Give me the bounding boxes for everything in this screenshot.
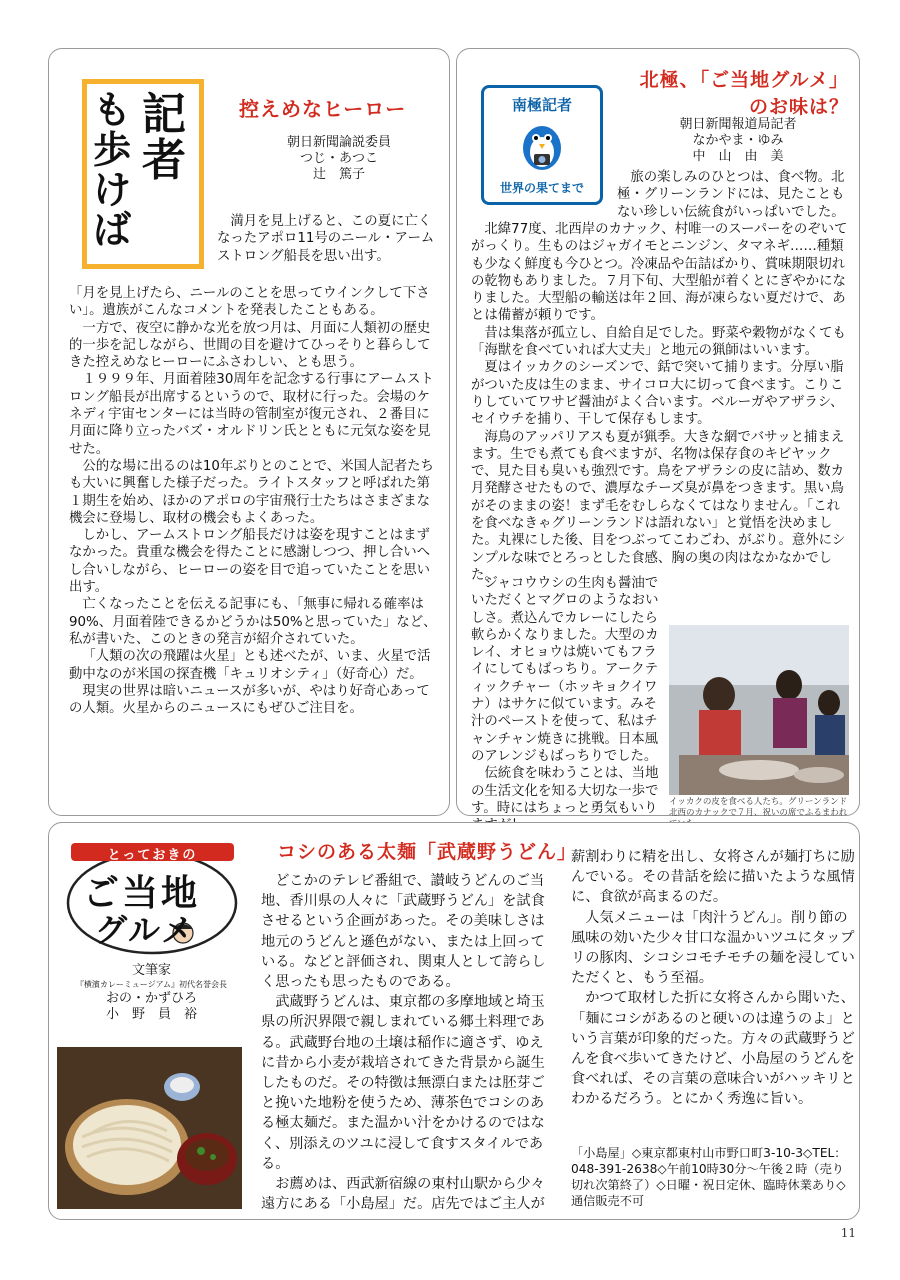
article-body-left bbox=[261, 871, 557, 1214]
logo-char: ば bbox=[92, 207, 131, 252]
paragraph: 一方で、夜空に静かな光を放つ月は、月面に人類初の歴史的一歩を記しながら、世間の目を避けてひっそりと暮らしてきた控えめなヒーローにふさわしい、とも思う。 bbox=[69, 320, 431, 371]
byline-kana: つじ・あつこ bbox=[299, 151, 378, 166]
paragraph: 現実の世界は暗いニュースが多いが、やはり好奇心あっての人類。火星からのニュースにもぜひご注目を。 bbox=[69, 683, 430, 717]
logo-char: も bbox=[92, 87, 131, 132]
article-lead bbox=[617, 169, 853, 221]
paragraph: 亡くなったことを伝える記事にも、「無事に帰れる確率は90%、月面着陸できるかどうかは50%と思っていた」など、私が書いた、このときの発言が紹介されていた。 bbox=[69, 597, 437, 647]
paragraph: 「月を見上げたら、ニールのことを思ってウインクして下さい」。遺族がこんなコメントを発表したこともある。 bbox=[69, 286, 430, 319]
article-body bbox=[471, 221, 851, 584]
author-kana: おの・かずひろ bbox=[105, 991, 197, 1006]
article-title: コシのある太麺「武蔵野うどん」 bbox=[277, 841, 578, 863]
gourmet-logo bbox=[65, 841, 240, 956]
paragraph: 満月を見上げると、この夏に亡くなったアポロ11号のニール・アームストロング船長を思い出す。 bbox=[217, 214, 435, 264]
logo-main-text: ご当地 bbox=[83, 873, 201, 914]
badge-bottom-text: 世界の果てまで bbox=[499, 181, 584, 195]
byline-name: 辻 篤子 bbox=[312, 167, 365, 182]
column-logo-col1 bbox=[139, 89, 189, 186]
author-sub: 『横濱カレーミュージアム』初代名誉会長 bbox=[75, 980, 228, 989]
paragraph: 海鳥のアッパリアスも夏が猟季。大きな網でバサッと捕まえます。生でも煮ても食べますが、名物は保存食のキビヤックで、見た目も臭いも強烈です。鳥をアザラシの皮に詰め、数カ月発酵させたもので、濃厚なチーズ臭が鼻をつきます。黒い鳥がそのままの姿！まず毛をむしらなくてはなりません。「これを食べなきゃグリーンランドは語れない」と覚悟を決めました。丸裸にした後、目をつぶってこわごわ、がぶり。意外にシンプルな味でとろっとした食感、胸の奥の肉はなかなかでした。 bbox=[471, 429, 846, 583]
article-body bbox=[69, 285, 439, 717]
article-title: 控えめなヒーロー bbox=[239, 97, 407, 121]
logo-char: 者 bbox=[142, 135, 186, 186]
paragraph: 公的な場に出るのは10年ぶりとのことで、米国人記者たちも大いに興奮した様子だった。ライトスタッフと呼ばれた第１期生を始め、ほかのアポロの宇宙飛行士たちはさまざまな機会に登場し、取材の機会もよくあった。 bbox=[69, 458, 434, 526]
paragraph: しかし、アームストロング船長だけは姿を現すことはまずなかった。貴重な機会を得たことに感謝しつつ、押し合いへし合いしながら、ヒーローの姿を目で追っていたことを思い出す。 bbox=[69, 528, 431, 596]
shop-info: 「小島屋」◇東京都東村山市野口町3-10-3◇TEL：048-391-2638◇午前10時30分～午後２時（売り切れ次第終了）◇日曜・祝日定休、臨時休業あり◇通信販売不可 bbox=[571, 1146, 847, 1208]
photo-illustration bbox=[669, 625, 849, 795]
author-byline bbox=[69, 963, 234, 1023]
byline bbox=[259, 135, 419, 183]
logo-char: 記 bbox=[142, 89, 186, 140]
paragraph: お薦めは、西武新宿線の東村山駅から少々遠方にある「小島屋」だ。店先ではご主人が bbox=[261, 1176, 545, 1213]
article-nankyoku-kisha bbox=[456, 48, 860, 816]
paragraph: 北緯77度、北西岸のカナック、村唯一のスーパーをのぞいてがっくり。生ものはジャガイモとニンジン、タマネギ……種類も少なく鮮度も今ひとつ。冷凍品や缶詰ばかり、賞味期限切れの乾物もありました。７月下旬、大型船が着くとにぎやかになりました。大型船の輸送は年２回、海が凍らない夏だけで、あとは備蓄が頼りです。 bbox=[471, 222, 848, 324]
paragraph: 武蔵野うどんは、東京都の多摩地域と埼玉県の所沢界隈で親しまれている郷土料理である。武蔵野台地の土壌は稲作に適さず、ゆえに昔から小麦が栽培されてきた背景から誕生したものだ。その特徴は無漂白または胚芽ごと挽いた地粉を使うため、薄茶色でコシのある極太麺だ。また温かい汁をかけるのではなく、別添えのツユに浸して食すスタイルである。 bbox=[261, 994, 545, 1172]
byline-name: 中 山 由 美 bbox=[692, 149, 784, 164]
article-lead bbox=[217, 213, 439, 265]
author-role: 文筆家 bbox=[131, 963, 171, 978]
paragraph: 人気メニューは「肉汁うどん」。削り節の風味の効いた少々甘口な温かいツユにタップリの豚肉、シコシコモチモチの麺を浸していただくと、もう至福。 bbox=[571, 909, 855, 987]
page-number: 11 bbox=[840, 1226, 856, 1240]
paragraph: １９９９年、月面着陸30周年を記念する行事にアームストロング船長が出席するというので、取材に行った。会場のケネディ宇宙センターには当時の管制室が復元され、２番目に月面に降り立ったバズ・オルドリン氏とともに元気な姿を見せた。 bbox=[69, 372, 434, 457]
article-title bbox=[617, 65, 849, 119]
udon-photo bbox=[57, 1047, 242, 1209]
author-name: 小 野 員 裕 bbox=[105, 1007, 197, 1022]
byline-role: 朝日新聞論説委員 bbox=[286, 135, 391, 150]
paragraph: 「人類の次の飛躍は火星」とも述べたが、いま、火星で活動中なのが米国の探査機「キュリオシティ」（好奇心）だ。 bbox=[69, 649, 431, 682]
byline-kana: なかやま・ゆみ bbox=[692, 133, 784, 148]
paragraph: かつて取材した折に女将さんから聞いた、「麺にコシがあるのと硬いのは違うのよ」という言葉が印象的だった。方々の武蔵野うどんを食べ歩いてきたけど、小島屋のうどんを食べれば、その言葉の意味合いがハッキリとわかるだろう。とにかく秀逸に旨い。 bbox=[571, 990, 855, 1108]
column-logo-kisha bbox=[82, 79, 204, 269]
logo-top-text: とっておきの bbox=[107, 848, 198, 863]
logo-main-text: グルメ bbox=[95, 911, 196, 949]
byline-role: 朝日新聞報道局記者 bbox=[679, 117, 797, 132]
logo-char: け bbox=[92, 167, 131, 212]
article-body-lower bbox=[471, 575, 661, 834]
greenland-feast-photo bbox=[669, 625, 849, 795]
penguin-icon bbox=[517, 116, 567, 172]
title-line: のお味は？ bbox=[748, 96, 849, 118]
column-logo-nankyoku bbox=[481, 85, 603, 205]
logo-char: 歩 bbox=[92, 127, 131, 172]
paragraph: 昔は集落が孤立し、自給自足でした。野菜や穀物がなくても「海獣を食べていれば大丈夫」と地元の猟師はいいます。 bbox=[471, 325, 846, 359]
article-kisha-mo-arukeba bbox=[48, 48, 450, 816]
paragraph: 伝統食を味わうことは、当地の生活文化を知る大切な一歩です。時にはちょっと勇気もいり bbox=[471, 766, 659, 816]
photo-caption: イッカクの皮を食べる人たち。グリーンランド北西のカナックで７月、祝いの席でふるまわれ bbox=[669, 797, 848, 818]
paragraph: ジャコウウシの生肉も醤油でいただくとマグロのようなおいしさ。煮込んでカレーにしたら軟らかくなりました。大型のカレイ、オヒョウは焼いてもフライにしてもばっちり。アークティックチャー（ホッキョクイワナ）はサケに似ています。みそ汁のペーストを使って、私はチャンチャン焼きに挑戦。日本風のアレンジもばっちりでした。 bbox=[471, 576, 659, 764]
paragraph: 薪割わりに精を出し、女将さんが麺打ちに励んでいる。その昔話を絵に描いたような風情に、食欲が高まるのだ。 bbox=[571, 849, 855, 906]
paragraph: どこかのテレビ番組で、讃岐うどんのご当地、香川県の人々に「武蔵野うどん」を試食させるという企画があった。その美味しさは地元のうどんと遜色がない、または上回っている。などと評価され、関東人として誇らしく思ったも思ったものである。 bbox=[261, 873, 546, 991]
column-logo-col2 bbox=[87, 87, 137, 252]
paragraph: 旅の楽しみのひとつは、食べ物。北極・グリーンランドには、見たこともない珍しい伝統食がいっぱいでした。 bbox=[617, 170, 845, 220]
byline bbox=[653, 117, 823, 165]
article-gotouchi-gourmet bbox=[48, 822, 860, 1220]
article-body-right bbox=[571, 847, 855, 1110]
title-line: 北極、「ご当地グルメ」 bbox=[639, 69, 849, 91]
paragraph: 夏はイッカクのシーズンで、銛で突いて捕ります。分厚い脂がついた皮は生のまま、サイコロ大に切って食べます。こりこりしていてワサビ醤油がよく合います。ベルーガやアザラシ、セイウチを捕り、干して保存もします。 bbox=[471, 360, 844, 428]
photo-illustration bbox=[57, 1047, 242, 1209]
badge-top-text: 南極記者 bbox=[511, 96, 572, 114]
